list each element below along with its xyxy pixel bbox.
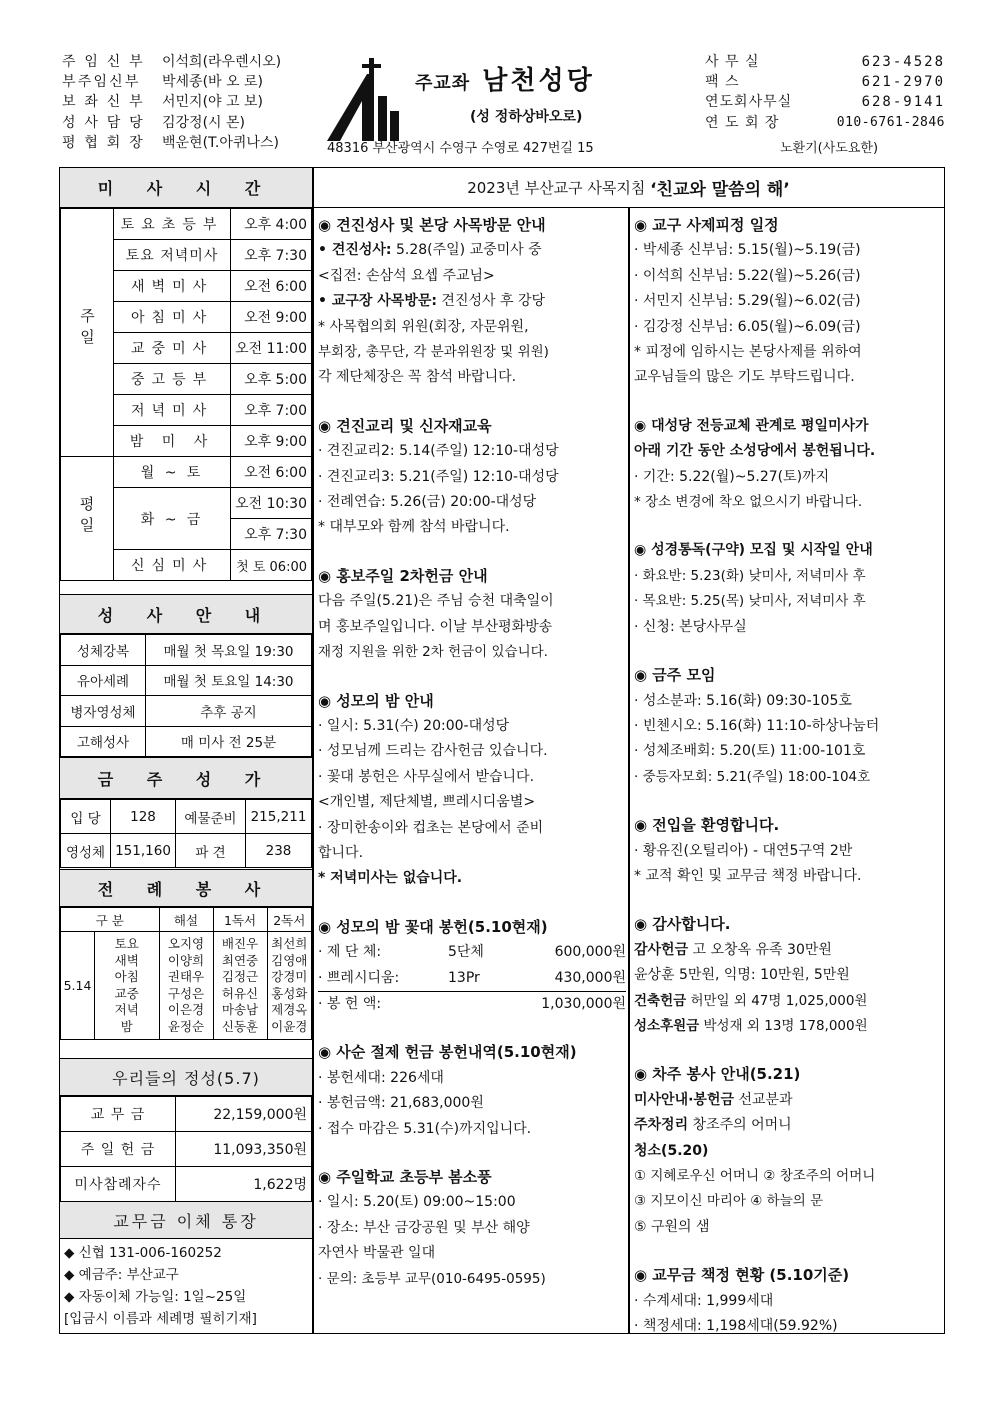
right-column <box>634 213 942 1339</box>
mass-time: 오전 10:30 <box>231 488 312 519</box>
mass-time: 오전 6:00 <box>231 457 312 488</box>
mass-name: 교중미사 <box>114 333 231 364</box>
cell: · 제 단 체: <box>318 944 382 961</box>
text-line <box>634 1139 942 1164</box>
cell: 강경미 <box>271 969 308 984</box>
text-line: · 김강정 신부님: 6.05(월)~6.09(금) <box>634 318 861 335</box>
hymns-title: 금 주 성 가 <box>60 757 312 799</box>
cell: 1,030,000원 <box>541 995 626 1012</box>
offering-value: 11,093,350원 <box>176 1132 312 1167</box>
section-heading: ◉ 사순 절제 헌금 봉헌내역(5.10현재) <box>318 1043 577 1062</box>
bank-line: ◆ 예금주: 부산교구 <box>64 1267 179 1283</box>
cell: 김영애 <box>271 952 308 968</box>
cell: 아침 <box>114 969 139 984</box>
liturgy-reading1-col <box>213 932 267 1040</box>
liturgy-reading2-col <box>267 932 312 1040</box>
staff-name: 백운현(T.아퀴나스) <box>162 134 279 151</box>
staff-row <box>62 52 320 72</box>
text-bold: • 견진성사: <box>318 242 392 259</box>
text: 박성재 외 13명 178,000원 <box>699 1017 868 1034</box>
text-line: 교우님들의 많은 기도 부탁드립니다. <box>634 369 855 386</box>
contact-value: 621-2970 <box>861 74 945 91</box>
text-line: * 교적 확인 및 교무금 책정 바랍니다. <box>634 867 862 884</box>
text: 견진성사 후 강당 <box>436 293 545 310</box>
contact-label: 팩 스 <box>705 74 740 91</box>
text-bold: 미사안내·봉헌금 <box>634 1091 734 1108</box>
text: 허만일 외 47명 1,025,000원 <box>686 992 868 1009</box>
staff-name: 이석희(라우렌시오) <box>162 54 282 70</box>
bank-note: [입금시 이름과 세례명 필히기재] <box>64 1311 257 1327</box>
table-row <box>61 1132 312 1167</box>
section-heading: ◉ 대성당 전등교체 관계로 평일미사가 <box>634 417 869 434</box>
hymn-number: 215,211 <box>246 800 312 834</box>
liturgy-commentary-col <box>159 932 213 1040</box>
text-line: 며 홍보주일입니다. 이날 부산평화방송 <box>318 618 553 635</box>
liturgy-head: 2독서 <box>267 908 312 932</box>
church-title <box>415 60 595 97</box>
staff-role: 평 협 회 장 <box>62 134 145 151</box>
text-line: 각 제단체장은 꼭 참석 바랍니다. <box>318 369 517 386</box>
cell: 최선희 <box>271 936 308 951</box>
table-row <box>61 209 312 240</box>
text-line: · 서민지 신부님: 5.29(월)~6.02(금) <box>634 293 861 310</box>
mass-name: 화 ~ 금 <box>114 488 231 550</box>
text-line <box>634 1014 942 1039</box>
text-bold: 감사헌금 <box>634 941 689 958</box>
hymn-number: 128 <box>111 800 176 834</box>
offering-value: 22,159,000원 <box>176 1097 312 1132</box>
offering-name: 주 일 헌 금 <box>61 1132 176 1167</box>
text: 선교분과 <box>734 1091 793 1108</box>
cell: 밤 <box>120 1018 133 1034</box>
text-line: · 성체조배회: 5.20(토) 11:00-101호 <box>634 743 866 760</box>
title-name: 남천성당 <box>482 66 595 96</box>
contact-row <box>705 52 945 72</box>
banner-prefix: 2023년 부산교구 사목지침 <box>467 179 646 197</box>
text: 5.28(주일) 교중미사 중 <box>391 242 542 259</box>
text-line: · 박세종 신부님: 5.15(월)~5.19(금) <box>634 242 861 259</box>
cell: 새벽 <box>114 952 139 968</box>
bank-info <box>64 1242 310 1330</box>
table-row <box>61 726 312 757</box>
text-line: · 성모님께 드리는 감사헌금 있습니다. <box>318 743 548 760</box>
weekday-label <box>61 457 114 581</box>
section-heading: ◉ 주일학교 초등부 봄소풍 <box>318 1168 492 1186</box>
contact-value: 628-9141 <box>861 94 945 111</box>
section-heading: ◉ 금주 모임 <box>634 666 716 685</box>
text-line <box>318 289 626 314</box>
mass-time: 오후 7:00 <box>231 395 312 426</box>
sacrament-value: 매월 첫 토요일 14:30 <box>146 665 312 696</box>
text-line: · 견진교리3: 5.21(주일) 12:10-대성당 <box>318 468 559 485</box>
text-line: 부회장, 총무단, 각 분과위원장 및 위원) <box>318 344 549 361</box>
bouquet-row <box>318 940 626 965</box>
text-bold: • 교구장 사목방문: <box>318 293 437 310</box>
text: 창조주의 어머니 <box>688 1117 792 1134</box>
column-divider <box>312 167 314 1334</box>
text-line: · 일시: 5.31(수) 20:00-대성당 <box>318 717 510 734</box>
spacer <box>634 640 942 663</box>
liturgy-head: 1독서 <box>213 908 267 932</box>
table-row <box>61 457 312 488</box>
liturgy-title: 전 례 봉 사 <box>60 869 312 907</box>
mass-name: 토요 저녁미사 <box>114 240 231 271</box>
section-heading: ◉ 교구 사제피정 일정 <box>634 216 779 234</box>
text-bold: 건축헌금 <box>634 992 687 1009</box>
contact-row <box>705 113 945 133</box>
liturgy-table <box>60 907 312 1040</box>
mass-name: 밤 미 사 <box>114 426 231 457</box>
text-line <box>634 989 942 1014</box>
offering-name: 교 무 금 <box>61 1097 176 1132</box>
liturgy-head: 구 분 <box>61 908 160 932</box>
table-row <box>61 635 312 666</box>
staff-role: 부주임신부 <box>62 74 141 91</box>
mass-name: 새벽미사 <box>114 271 231 302</box>
cell: 이은경 <box>167 1002 205 1017</box>
spacer <box>634 889 942 912</box>
cell: 13Pr <box>448 969 480 986</box>
mass-time: 오후 5:00 <box>231 364 312 395</box>
hymns-table <box>60 799 312 868</box>
sacrament-name: 고해성사 <box>61 726 146 757</box>
sacrament-value: 매 미사 전 25분 <box>146 726 312 757</box>
text-line: · 장소: 부산 금강공원 및 부산 해양 <box>318 1219 530 1236</box>
cell: 신동훈 <box>221 1018 259 1034</box>
liturgy-date: 5.14 <box>61 932 95 1040</box>
contact-row <box>705 72 945 92</box>
section-heading: ◉ 감사합니다. <box>634 915 731 934</box>
mass-time: 오후 4:00 <box>231 209 312 240</box>
sacrament-name: 성체강복 <box>61 635 146 666</box>
mass-name: 신심미사 <box>114 550 231 581</box>
staff-role: 성 사 담 당 <box>62 114 145 131</box>
cell: 오지영 <box>167 936 205 951</box>
spacer <box>634 1240 942 1263</box>
text-line: ③ 지모이신 마리아 ④ 하늘의 문 <box>634 1193 824 1210</box>
text-line: ① 지혜로우신 어머니 ② 창조주의 어머니 <box>634 1168 876 1184</box>
text-line: · 책정세대: 1,198세대(59.92%) <box>634 1318 838 1335</box>
mass-time: 오전 6:00 <box>231 271 312 302</box>
text-line: 다음 주일(5.21)은 주님 승천 대축일이 <box>318 593 554 610</box>
sacrament-name: 병자영성체 <box>61 696 146 727</box>
liturgy-head: 해설 <box>159 908 213 932</box>
table-row <box>61 834 312 868</box>
staff-name: 서민지(야 고 보) <box>162 94 263 111</box>
cell: 600,000원 <box>554 944 626 961</box>
contact-label: 연도회사무실 <box>705 94 793 111</box>
text-line: · 성소분과: 5.16(화) 09:30-105호 <box>634 692 852 709</box>
offering-table <box>60 1096 312 1202</box>
bank-title: 교무금 이체 통장 <box>60 1201 312 1239</box>
mass-title: 미 사 시 간 <box>60 168 312 208</box>
table-row <box>61 932 312 1040</box>
cell: 이양희 <box>167 952 205 968</box>
bank-line: ◆ 자동이체 가능일: 1일~25일 <box>64 1289 247 1305</box>
text-bold: 주차정리 <box>634 1117 689 1134</box>
spacer <box>318 541 626 564</box>
section-heading: ◉ 차주 봉사 안내(5.21) <box>634 1065 801 1084</box>
spacer <box>318 666 626 689</box>
column-divider <box>628 208 630 1334</box>
contact-list <box>705 52 945 133</box>
previous-president: 노환기(사도요한) <box>780 141 879 156</box>
text-line: · 봉헌세대: 226세대 <box>318 1069 444 1086</box>
cell: 저녁 <box>114 1002 139 1017</box>
text-line: · 황유진(오틸리아) - 대연5구역 2반 <box>634 842 853 859</box>
table-row <box>61 800 312 834</box>
text-line: · 화요반: 5.23(화) 낮미사, 저녁미사 후 <box>634 567 866 584</box>
cell: 제경옥 <box>271 1002 308 1017</box>
section-heading: ◉ 전입을 환영합니다. <box>634 816 780 835</box>
church-address: 48316 부산광역시 수영구 수영로 427번길 15 <box>327 141 594 156</box>
contact-label: 연 도 회 장 <box>705 114 780 131</box>
cell: 430,000원 <box>554 969 626 986</box>
mass-time: 오후 9:00 <box>231 426 312 457</box>
offering-name: 미사참례자수 <box>61 1167 176 1202</box>
contact-value: 010-6761-2846 <box>836 114 945 130</box>
section-heading: ◉ 견진교리 및 신자재교육 <box>318 416 492 435</box>
text-line: · 중등자모회: 5.21(주일) 18:00-104호 <box>634 768 871 785</box>
spacer <box>318 1017 626 1040</box>
contact-row <box>705 92 945 112</box>
mass-time: 오전 9:00 <box>231 302 312 333</box>
cell: · 봉 헌 액: <box>318 995 382 1012</box>
staff-row <box>62 133 320 153</box>
mass-name: 저녁미사 <box>114 395 231 426</box>
text-line: · 신청: 본당사무실 <box>634 618 747 635</box>
mass-name: 중고등부 <box>114 364 231 395</box>
banner-motto: ‘친교와 말씀의 해’ <box>650 180 790 200</box>
bank-line: ◆ 신협 131-006-160252 <box>64 1245 222 1261</box>
sunday-label <box>61 209 114 457</box>
text-line: · 봉헌금액: 21,683,000원 <box>318 1095 484 1112</box>
text-line: 윤상훈 5만원, 익명: 10만원, 5만원 <box>634 967 850 984</box>
liturgy-mass-col <box>95 932 160 1040</box>
mass-table <box>60 208 312 581</box>
contact-label: 사 무 실 <box>705 54 760 70</box>
hymn-label: 예물준비 <box>176 800 246 834</box>
cell: 토요 <box>114 936 139 951</box>
hymn-label: 입 당 <box>61 800 111 834</box>
hymn-label: 영성체 <box>61 834 111 868</box>
sunday-label-text: 주일 <box>78 307 96 350</box>
staff-name: 김강정(시 몬) <box>162 114 245 131</box>
text-line: · 기간: 5.22(월)~5.27(토)까지 <box>634 468 830 485</box>
cell: 마송남 <box>221 1002 259 1017</box>
cell: 5단체 <box>448 944 484 961</box>
weekday-label-text: 평일 <box>77 495 96 538</box>
title-prefix: 주교좌 <box>415 73 471 94</box>
table-row <box>61 1167 312 1202</box>
text-line: * 대부모와 함께 참석 바랍니다. <box>318 519 510 536</box>
text-line: · 꽃대 봉헌은 사무실에서 받습니다. <box>318 768 535 785</box>
cell: 배진우 <box>221 936 259 951</box>
spacer <box>634 391 942 414</box>
text-line: · 목요반: 5.25(목) 낮미사, 저녁미사 후 <box>634 593 866 610</box>
spacer <box>634 790 942 813</box>
text-line <box>634 1088 942 1113</box>
text-line: 재정 지원을 위한 2차 헌금이 있습니다. <box>318 644 548 661</box>
section-heading: ◉ 홍보주일 2차헌금 안내 <box>318 566 488 585</box>
mass-name: 월 ~ 토 <box>114 457 231 488</box>
spacer <box>634 1039 942 1062</box>
text-line <box>634 1113 942 1138</box>
mass-name: 아침미사 <box>114 302 231 333</box>
text-line: · 이석희 신부님: 5.22(월)~5.26(금) <box>634 267 861 284</box>
table-row <box>61 1097 312 1132</box>
cell: 이윤경 <box>271 1018 308 1034</box>
sacrament-table <box>60 634 312 757</box>
staff-role: 보 좌 신 부 <box>62 94 145 111</box>
text-line: * 피정에 임하시는 본당사제를 위하여 <box>634 344 862 361</box>
text-line: * 장소 변경에 착오 없으시기 바랍니다. <box>634 494 863 511</box>
cell: 최연중 <box>221 952 259 968</box>
text-line: * 사목협의회 위원(회장, 자문위원, <box>318 318 529 335</box>
text-line: 합니다. <box>318 844 364 861</box>
sacrament-value: 매월 첫 목요일 19:30 <box>146 635 312 666</box>
sacrament-value: 추후 공지 <box>146 696 312 727</box>
text-line: * 저녁미사는 없습니다. <box>318 870 463 887</box>
section-heading: ◉ 견진성사 및 본당 사목방문 안내 <box>318 216 546 234</box>
table-row <box>61 665 312 696</box>
table-row <box>61 908 312 932</box>
cell: · 쁘레시디움: <box>318 969 400 986</box>
text-line: · 장미한송이와 컵초는 본당에서 준비 <box>318 819 544 836</box>
cell: 구성은 <box>167 985 205 1001</box>
staff-row <box>62 72 320 92</box>
text-line: · 일시: 5.20(토) 09:00~15:00 <box>318 1194 516 1211</box>
text-line <box>318 238 626 263</box>
text-line: · 빈첸시오: 5.16(화) 11:10-하상나눔터 <box>634 717 880 734</box>
offering-title: 우리들의 정성(5.7) <box>60 1058 312 1096</box>
spacer <box>318 892 626 915</box>
mass-time: 첫 토 06:00 <box>231 550 312 581</box>
pastoral-banner <box>313 168 944 208</box>
mass-time: 오후 7:30 <box>231 519 312 550</box>
bouquet-total <box>318 992 626 1017</box>
cell: 홍성화 <box>271 985 308 1001</box>
text-bold: 성소후원금 <box>634 1017 700 1034</box>
church-logo <box>322 56 412 146</box>
sacrament-name: 유아세례 <box>61 665 146 696</box>
spacer <box>318 1142 626 1165</box>
cell: 권태우 <box>167 969 205 984</box>
spacer <box>318 391 626 414</box>
cell: 윤정순 <box>167 1018 205 1034</box>
middle-column <box>318 213 626 1292</box>
church-subtitle: (성 정하상바오로) <box>470 109 583 125</box>
spacer <box>634 515 942 538</box>
staff-role: 주 임 신 부 <box>62 54 145 70</box>
table-row <box>61 696 312 727</box>
bouquet-row <box>318 966 626 992</box>
offering-value: 1,622명 <box>176 1167 312 1202</box>
text-bold: 청소(5.20) <box>634 1142 709 1159</box>
cell: 허유신 <box>221 985 259 1001</box>
mass-time: 오전 11:00 <box>231 333 312 364</box>
text-line: <집전: 손삼석 요셉 주교님> <box>318 267 495 284</box>
text-line: · 접수 마감은 5.31(수)까지입니다. <box>318 1120 532 1137</box>
text-line: · 수계세대: 1,999세대 <box>634 1292 774 1309</box>
text-line: · 문의: 초등부 교무(010-6495-0595) <box>318 1270 546 1287</box>
hymn-label: 파 견 <box>176 834 246 868</box>
text-line: · 전례연습: 5.26(금) 20:00-대성당 <box>318 494 537 511</box>
mass-name: 토요초등부 <box>114 209 231 240</box>
text: 고 오창옥 유족 30만원 <box>688 941 832 958</box>
hymn-number: 238 <box>246 834 312 868</box>
cell: 김정근 <box>221 969 259 984</box>
mass-time: 오후 7:30 <box>231 240 312 271</box>
section-heading: ◉ 성모의 밤 꽃대 봉헌(5.10현재) <box>318 917 548 936</box>
staff-row <box>62 92 320 112</box>
section-heading: ◉ 성경통독(구약) 모집 및 시작일 안내 <box>634 542 873 559</box>
cell: 교중 <box>114 985 139 1001</box>
section-heading-cont: 아래 기간 동안 소성당에서 봉헌됩니다. <box>634 443 876 460</box>
text-line: ⑤ 구원의 샘 <box>634 1218 710 1235</box>
staff-name: 박세종(바 오 로) <box>162 74 263 91</box>
text-line <box>634 938 942 963</box>
text-line: <개인별, 제단체별, 쁘레시디움별> <box>318 794 536 811</box>
text-line: · 견진교리2: 5.14(주일) 12:10-대성당 <box>318 443 559 460</box>
section-heading: ◉ 성모의 밤 안내 <box>318 691 434 710</box>
staff-row <box>62 113 320 133</box>
section-heading: ◉ 교무금 책정 현황 (5.10기준) <box>634 1266 850 1285</box>
sacrament-title: 성 사 안 내 <box>60 594 312 634</box>
contact-value: 623-4528 <box>861 54 945 70</box>
staff-list <box>62 52 320 153</box>
hymn-number: 151,160 <box>111 834 176 868</box>
text-line: 자연사 박물관 일대 <box>318 1245 436 1262</box>
